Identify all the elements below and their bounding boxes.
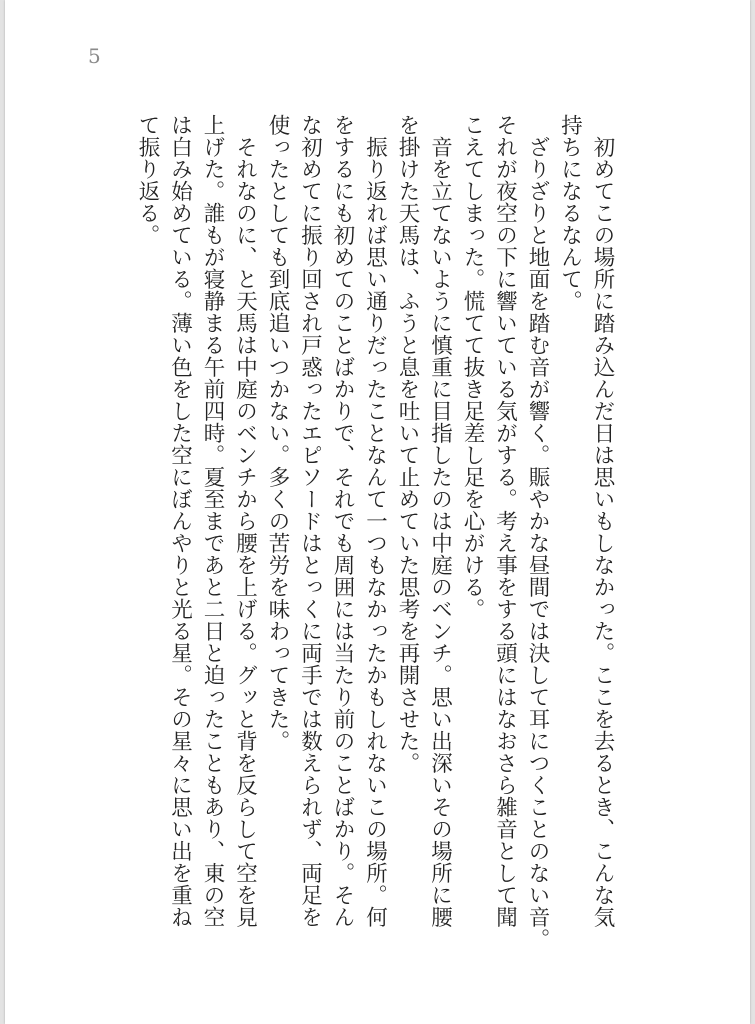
text-line: を掛けた天馬は、ふうと息を吐いて止めていた思考を再開させた。 — [395, 114, 420, 774]
text-line: こえてしまった。慌てて抜き足差し足を心がける。 — [460, 114, 485, 620]
page-number: 5 — [88, 44, 101, 68]
text-line: 初めてこの場所に踏み込んだ日は思いもしなかった。ここを去るとき、こんな気 — [590, 114, 615, 928]
text-line: 上げた。誰もが寝静まる午前四時。夏至まであと二日と迫ったこともあり、東の空 — [200, 114, 225, 928]
text-line: 振り返れば思い通りだったことなんて一つもなかったかもしれないこの場所。何 — [362, 114, 388, 928]
text-line: それなのに、と天馬は中庭のベンチから腰を上げる。グッと背を反らして空を見 — [232, 114, 258, 928]
body-text — [131, 114, 619, 994]
text-line: 使ったとしても到底追いつかない。多くの苦労を味わってきた。 — [265, 114, 290, 752]
text-line: て振り返る。 — [135, 114, 160, 246]
text-line: ざりざりと地面を踏む音が響く。賑やかな昼間では決して耳につくことのない音。 — [525, 114, 550, 950]
text-line: 音を立てないように慎重に目指したのは中庭のベンチ。思い出深いその場所に腰 — [427, 114, 453, 928]
text-line: は白み始めている。薄い色をした空にぼんやりと光る星。その星々に思い出を重ね — [167, 114, 193, 928]
text-line: をするにも初めてのことばかりで、それでも周囲には当たり前のことばかり。そん — [330, 114, 355, 928]
text-line: それが夜空の下に響いている気がする。考え事をする頭にはなおさら雑音として聞 — [492, 114, 518, 928]
book-page — [5, 0, 750, 1024]
text-line: 持ちになるなんて。 — [557, 114, 583, 312]
text-line: な初めてに振り回され戸惑ったエピソードはとっくに両手では数えられず、両足を — [297, 114, 323, 928]
